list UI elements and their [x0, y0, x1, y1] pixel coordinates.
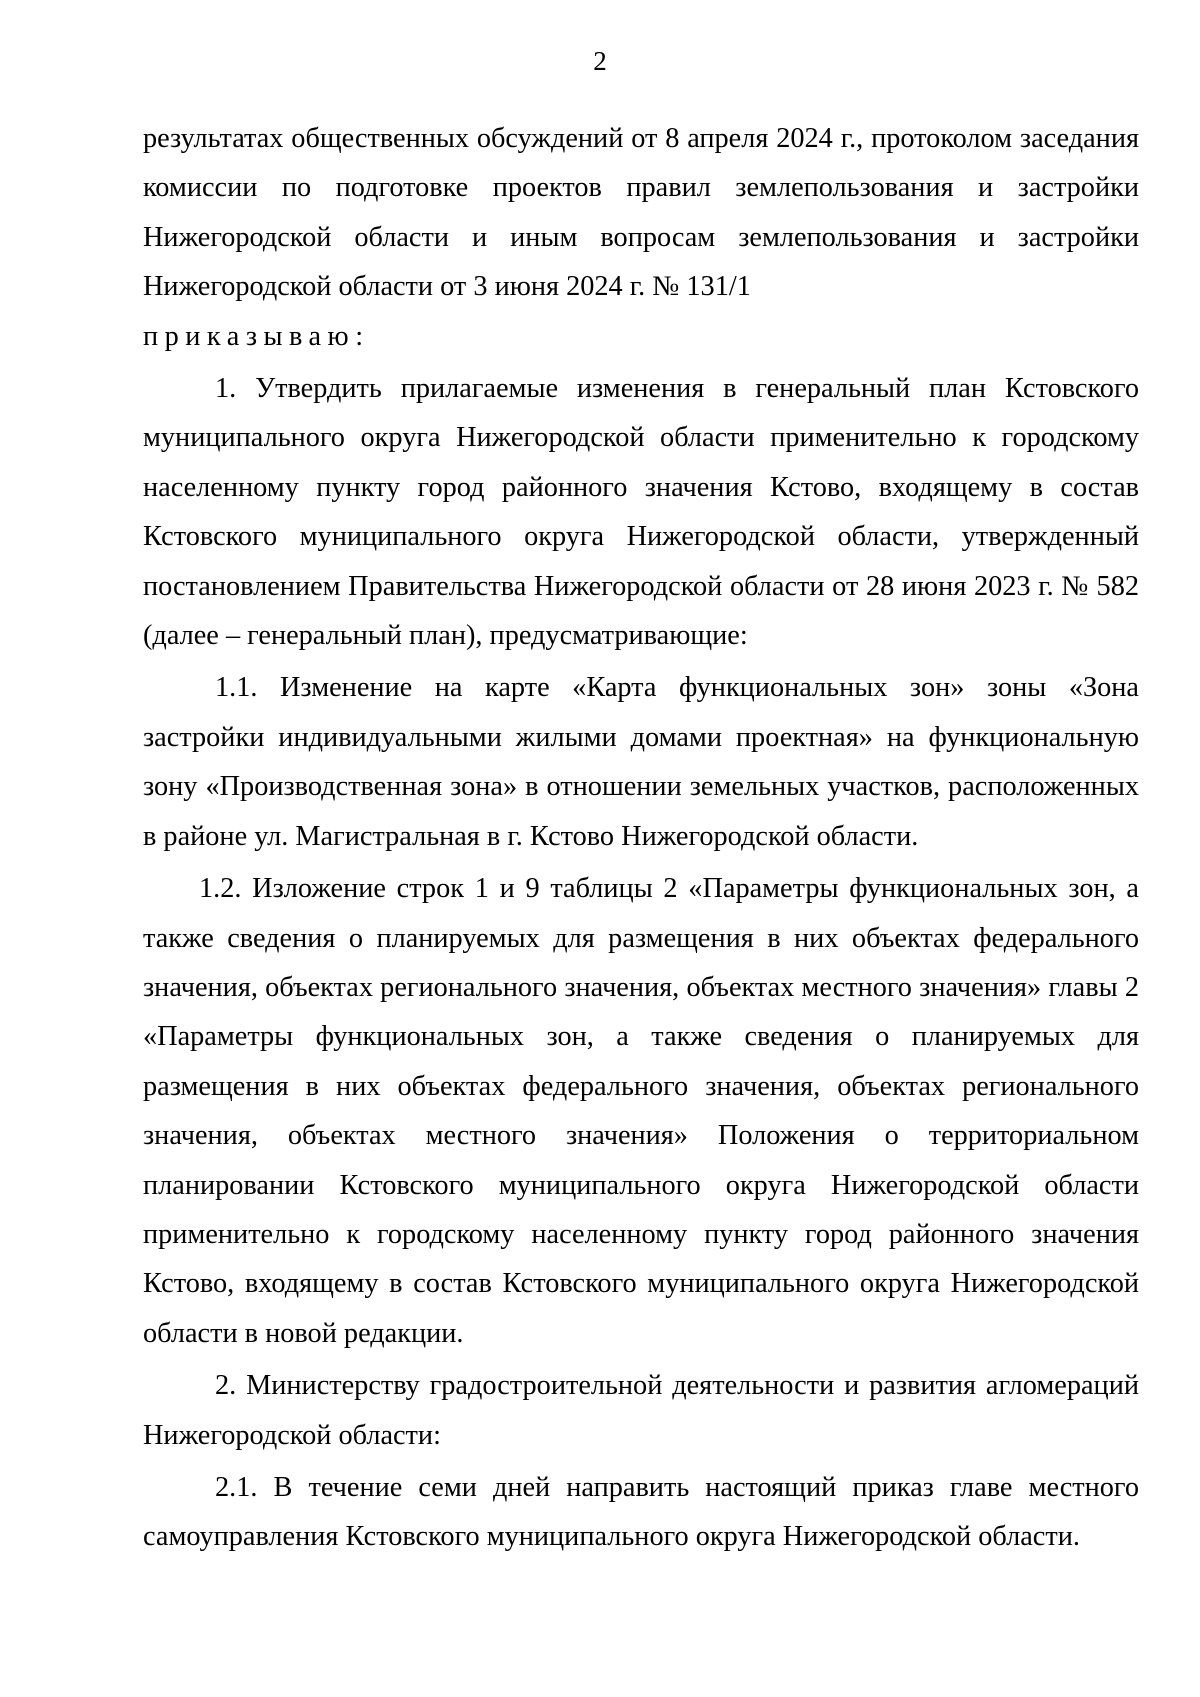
paragraph-order-word: приказываю: — [143, 320, 370, 352]
paragraph-item-2: 2. Министерству градостроительной деятельности и развития агломераций Нижегородской области: — [143, 1370, 1139, 1451]
paragraph-item-1-1: 1.1. Изменение на карте «Карта функциональных зон» зоны «Зона застройки индивидуальными жилыми домами проектная» на функциональную зону «Производственная зона» в отношении земельных участков, расположенных в районе ул. Магистральная в г. Кстово Нижегородской области. — [143, 672, 1139, 852]
paragraph-basis-continuation: результатах общественных обсуждений от 8 апреля 2024 г., протоколом заседания комиссии по подготовке проектов правил землепользования и застройки Нижегородской области и иным вопросам землепользования и застройки Нижегородской области от 3 июня 2024 г. № 131/1 — [143, 123, 1139, 303]
paragraph-item-1-2: 1.2. Изложение строк 1 и 9 таблицы 2 «Параметры функциональных зон, а также сведения о планируемых для размещения в них объектах федерального значения, объектах регионального значения, объектах местного значения» главы 2 «Параметры функциональных зон, а также сведения о планируемых для размещения в них объектах федерального значения, объектах регионального значения, объектах местного значения» Положения о территориальном планировании Кстовского муниципального округа Нижегородской области применительно к городскому населенному пункту город районного значения Кстово, входящему в состав Кстовского муниципального округа Нижегородской области в новой редакции. — [143, 873, 1139, 1349]
paragraph-item-1: 1. Утвердить прилагаемые изменения в генеральный план Кстовского муниципального округа Нижегородской области применительно к городскому населенному пункту город районного значения Кстово, входящему в состав Кстовского муниципального округа Нижегородской области, утвержденный постановлением Правительства Нижегородской области от 28 июня 2023 г. № 582 (далее – генеральный план), предусматривающие: — [143, 373, 1139, 652]
paragraph-item-2-1: 2.1. В течение семи дней направить настоящий приказ главе местного самоуправления Кстовского муниципального округа Нижегородской области. — [143, 1471, 1139, 1553]
page-number: 2 — [593, 46, 607, 76]
document-body — [143, 114, 1139, 1562]
